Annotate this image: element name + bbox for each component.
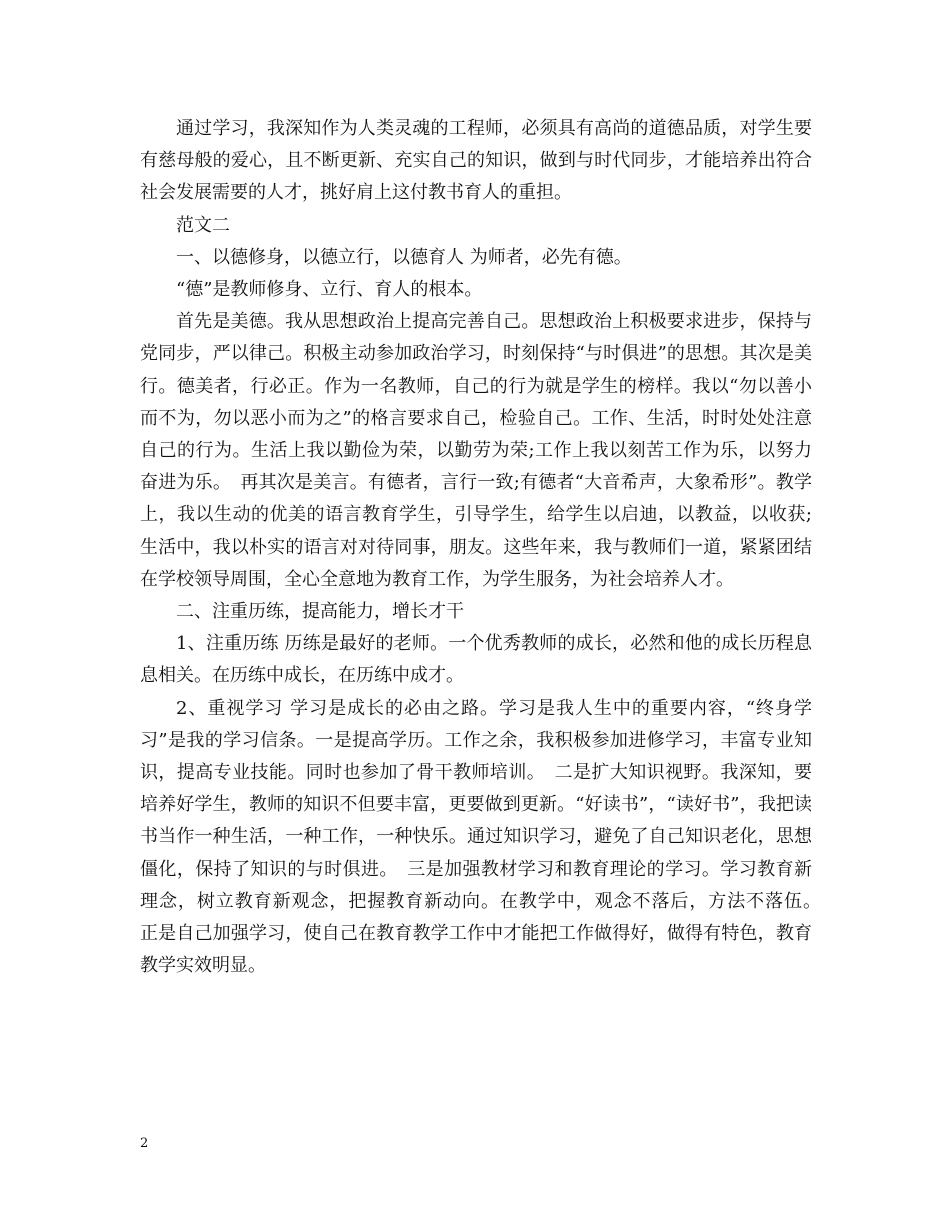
document-body [140, 113, 830, 982]
paragraph-study: 2、重视学习 学习是成长的必由之路。学习是我人生中的重要内容，“终身学习”是我的学习信条。一是提高学历。工作之余，我积极参加进修学习，丰富专业知识，提高专业技能。同时也参加了骨干教师培训。 二是扩大知识视野。我深知，要培养好学生，教师的知识不但要丰富，更要做到更新。“好读书”，“读好书”，我把读书当作一种生活，一种工作，一种快乐。通过知识学习，避免了自己知识老化，思想僵化，保持了知识的与时俱进。 三是加强教材学习和教育理论的学习。学习教育新理念，树立教育新观念，把握教育新动向。在教学中，观念不落后，方法不落伍。 正是自己加强学习，使自己在教育教学工作中才能把工作做得好，做得有特色，教育教学实效明显。 [140, 697, 830, 977]
paragraph-practice: 1、注重历练 历练是最好的老师。一个优秀教师的成长，必然和他的成长历程息息相关。在历练中成长，在历练中成才。 [140, 633, 812, 687]
page-number: 2 [140, 1136, 149, 1151]
paragraph-virtue-root: “德”是教师修身、立行、育人的根本。 [176, 279, 483, 301]
paragraph-virtue-details: 首先是美德。我从思想政治上提高完善自己。思想政治上积极要求进步，保持与党同步，严以律己。积极主动参加政治学习，时刻保持“与时俱进”的思想。其次是美行。德美者，行必正。作为一名教师，自己的行为就是学生的榜样。我以“勿以善小而不为，勿以恶小而为之”的格言要求自己，检验自己。工作、生活，时时处处注意自己的行为。生活上我以勤俭为荣，以勤劳为荣;工作上我以刻苦工作为乐，以努力奋进为乐。 再其次是美言。有德者，言行一致;有德者“大音希声，大象希形”。教学上，我以生动的优美的语言教育学生，引导学生，给学生以启迪，以教益，以收获;生活中，我以朴实的语言对对待同事，朋友。这些年来，我与教师们一道，紧紧团结在学校领导周围，全心全意地为教育工作，为学生服务，为社会培养人才。 [140, 311, 812, 590]
section-heading-practice: 二、注重历练，提高能力，增长才干 [176, 601, 464, 623]
paragraph-intro-summary: 通过学习，我深知作为人类灵魂的工程师，必须具有高尚的道德品质，对学生要有慈母般的爱心，且不断更新、充实自己的知识，做到与时代同步，才能培养出符合社会发展需要的人才，挑好肩上这付教书育人的重担。 [140, 118, 812, 204]
section-heading-virtue: 一、以德修身，以德立行，以德育人 为师者，必先有德。 [176, 246, 632, 268]
section-heading-sample-two: 范文二 [176, 214, 230, 236]
